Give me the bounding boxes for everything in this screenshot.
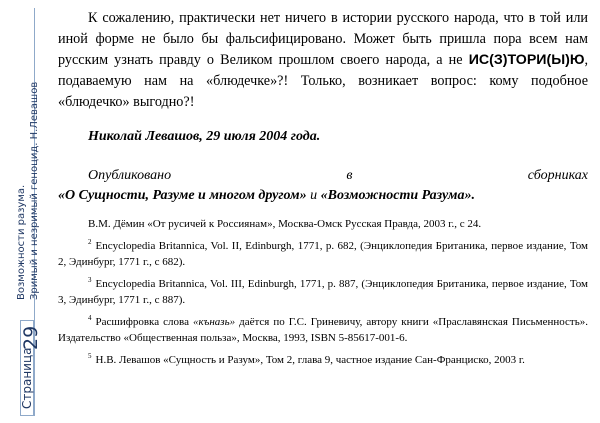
paragraph-start: К сожалению, практически нет ничего в истории русского народа, что в той или иной форме не было бы фальсифицировано. Может быть пришла пора всем нам русским узнать правду о Великом прошлом своего народа, а не — [58, 10, 588, 68]
publication-line-1 — [58, 166, 588, 186]
and-word: и — [306, 188, 321, 203]
footnote — [58, 314, 588, 346]
footnote-text: даётся по Г.С. Гриневичу, автору книги «Праславянская Письменность». Издательство «Общественная польза», Москва, 1993, ISBN 5-85617-001-6. — [58, 316, 588, 344]
footnote — [58, 216, 588, 232]
footnote-text: В.М. Дёмин «От русичей к Россиянам», Москва-Омск Русская Правда, 2003 г., с 24. — [88, 218, 482, 230]
footnotes — [58, 216, 588, 368]
published-word: Опубликовано — [88, 168, 172, 183]
running-header-subtitle: Зримый и незримый геноцид. Н.Левашов — [29, 81, 40, 300]
footnote-italic-word: «къназь» — [192, 316, 236, 328]
page-number: 29 — [20, 325, 42, 350]
running-header-title: Возможности разума. — [16, 184, 27, 300]
author-signature: Николай Левашов, 29 июля 2004 года. — [88, 129, 321, 144]
paragraph-bold-word: ИС(З)ТОРИ(Ы)Ю — [468, 52, 585, 68]
final-dot: . — [471, 188, 475, 203]
footnote — [58, 352, 588, 368]
in-word: в — [346, 168, 353, 183]
footnote-text: Расшифровка слова — [95, 316, 193, 328]
footnote-number: 2 — [88, 238, 92, 247]
page-label: Страница — [20, 347, 34, 409]
footnote-number: 4 — [88, 314, 92, 323]
footnote-text: Encyclopedia Britannica, Vol. II, Edinburgh, 1771, p. 682, (Энциклопедия Британика, первое издание, Том 2, Эдинбург, 1771 г., с 682). — [58, 240, 588, 268]
collection-title-2: «Возможности Разума» — [320, 188, 472, 203]
collections-word: сборниках — [527, 168, 588, 183]
footnote-text: Н.В. Левашов «Сущность и Разум», Том 2, глава 9, частное издание Сан-Франциско, 2003 г. — [95, 354, 525, 366]
collection-title-1: «О Сущности, Разуме и многом другом» — [58, 188, 307, 203]
main-content — [58, 8, 588, 374]
footnote-number: 3 — [88, 276, 92, 285]
publication-note — [58, 166, 588, 206]
body-paragraph — [58, 8, 588, 113]
paragraph-end: , подаваемую нам на «блюдечке»?! Только, возникает вопрос: кому подобное «блюдечко» выгодно?! — [58, 52, 588, 110]
footnote-text: Encyclopedia Britannica, Vol. III, Edinburgh, 1771, p. 887, (Энциклопедия Британика, первое издание, Том 3, Эдинбург, 1771 г., с 887). — [58, 278, 588, 306]
footnote-number: 5 — [88, 352, 92, 361]
footnote — [58, 238, 588, 270]
publication-line-2 — [58, 186, 588, 206]
footnote — [58, 276, 588, 308]
